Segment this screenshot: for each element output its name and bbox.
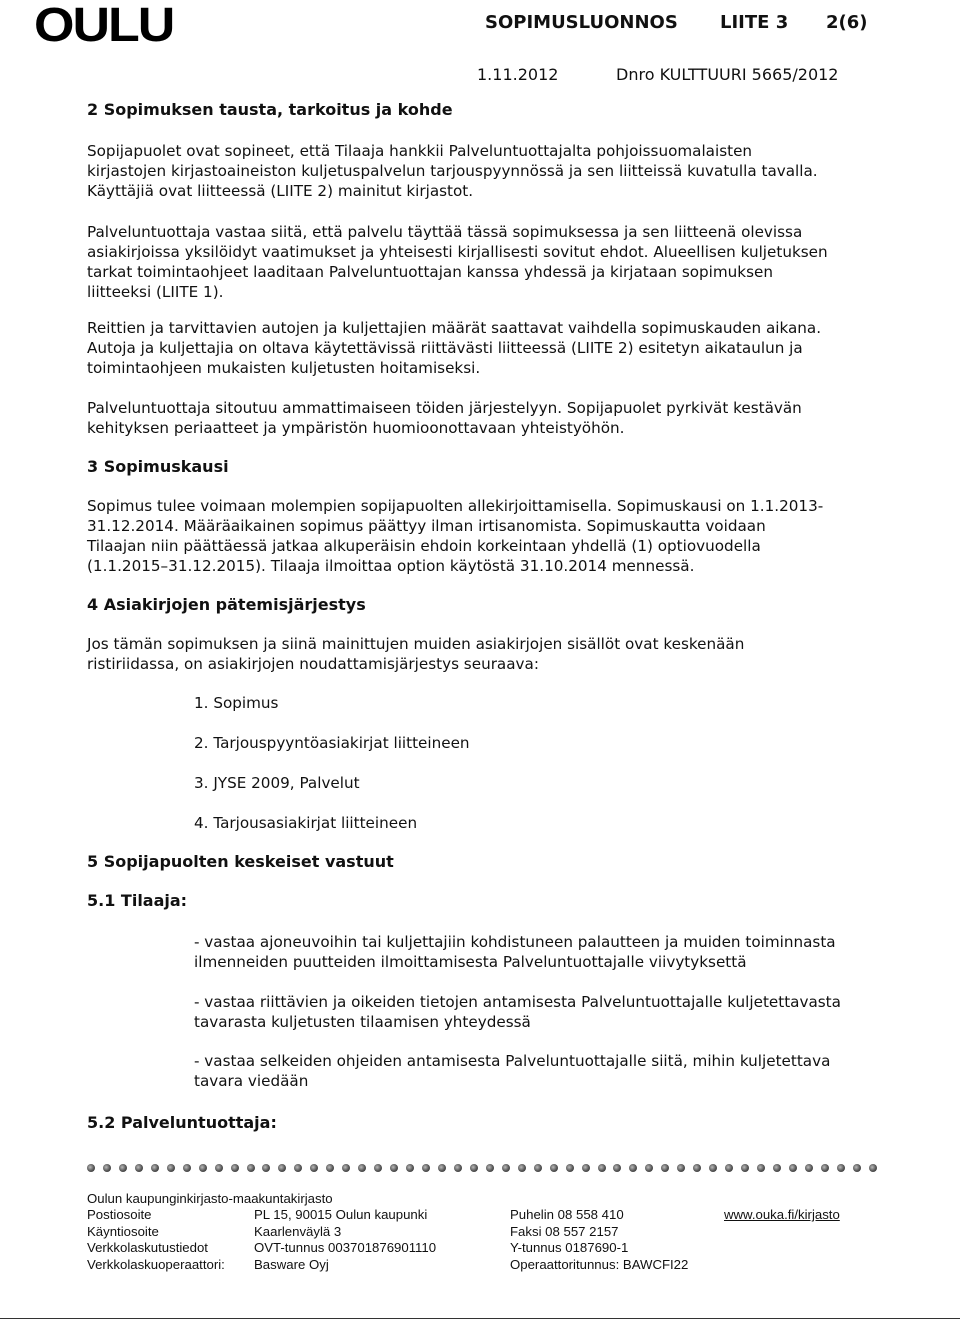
text-line: (1.1.2015–31.12.2015). Tilaaja ilmoittaa option käytöstä 31.10.2014 mennessä. xyxy=(87,557,695,575)
text-line: tavara viedään xyxy=(194,1072,309,1090)
page-number: 2(6) xyxy=(826,12,868,33)
footer-contact: Y-tunnus 0187690-1 xyxy=(510,1240,629,1255)
precedence-item: 2. Tarjouspyyntöasiakirjat liitteineen xyxy=(194,734,470,752)
text-line: tavarasta kuljetusten tilaamisen yhteydessä xyxy=(194,1013,531,1031)
precedence-item: 1. Sopimus xyxy=(194,694,279,712)
footer-contact: Operaattoritunnus: BAWCFI22 xyxy=(510,1256,689,1272)
section-2-paragraph-3 xyxy=(87,318,907,378)
footer-organization: Oulun kaupunginkirjasto-maakuntakirjasto xyxy=(87,1191,333,1206)
section-3-heading: 3 Sopimuskausi xyxy=(87,457,229,476)
dotted-separator xyxy=(87,1163,877,1173)
text-line: tarkat toimintaohjeet laaditaan Palveluntuottajan kanssa yhdessä ja kirjataan sopimuksen xyxy=(87,263,773,281)
section-5-heading: 5 Sopijapuolten keskeiset vastuut xyxy=(87,852,394,871)
text-line: - vastaa selkeiden ohjeiden antamisesta Palveluntuottajalle siitä, mihin kuljetettava xyxy=(194,1052,831,1070)
section-2-paragraph-4 xyxy=(87,398,907,438)
text-line: asiakirjoissa yksilöidyt vaatimukset ja yhteisesti kirjallisesti sovitut ehdot. Alueellisen kuljetuksen xyxy=(87,243,828,261)
text-line: Reittien ja tarvittavien autojen ja kuljettajien määrät saattavat vaihdella sopimuskauden aikana. xyxy=(87,319,822,337)
website-link[interactable]: www.ouka.fi/kirjasto xyxy=(724,1207,840,1222)
footer-values xyxy=(254,1207,436,1273)
text-line: Tilaajan niin päättäessä jatkaa alkuperäisin ehdoin korkeintaan yhdellä (1) optiovuodella xyxy=(87,537,761,555)
section-3-paragraph xyxy=(87,496,907,576)
text-line: Palveluntuottaja vastaa siitä, että palvelu täyttää tässä sopimuksessa ja sen liitteenä olevissa xyxy=(87,223,803,241)
footer-labels xyxy=(87,1207,225,1273)
footer-label: Postiosoite xyxy=(87,1207,152,1222)
section-4-heading: 4 Asiakirjojen pätemisjärjestys xyxy=(87,595,366,614)
footer-value: Basware Oyj xyxy=(254,1256,329,1272)
tilaaja-responsibility xyxy=(194,932,914,972)
tilaaja-responsibility xyxy=(194,992,914,1032)
footer-label: Verkkolaskutustiedot xyxy=(87,1240,208,1255)
precedence-item: 4. Tarjousasiakirjat liitteineen xyxy=(194,814,418,832)
footer-contacts xyxy=(510,1207,688,1273)
text-line: Sopijapuolet ovat sopineet, että Tilaaja hankkii Palveluntuottajalta pohjoissuomalaisten xyxy=(87,142,753,160)
text-line: Käyttäjiä ovat liitteessä (LIITE 2) mainitut kirjastot. xyxy=(87,182,474,200)
text-line: 31.12.2014. Määräaikainen sopimus päättyy ilman irtisanomista. Sopimuskautta voidaan xyxy=(87,517,766,535)
text-line: ilmenneiden puutteiden ilmoittamisesta Palveluntuottajalle viivytyksettä xyxy=(194,953,747,971)
text-line: kirjastojen kirjastoaineiston kuljetuspalvelun tarjouspyynnössä ja sen liitteissä kuvatulla tavalla. xyxy=(87,162,818,180)
text-line: toimintaohjeen mukaisten kuljetusten hoitamiseksi. xyxy=(87,359,481,377)
attachment-label: LIITE 3 xyxy=(720,12,789,33)
footer-label: Käyntiosoite xyxy=(87,1223,159,1239)
section-4-intro xyxy=(87,634,907,674)
subsection-5-1-heading: 5.1 Tilaaja: xyxy=(87,891,188,910)
text-line: ristiriidassa, on asiakirjojen noudattamisjärjestys seuraava: xyxy=(87,655,539,673)
bottom-rule xyxy=(0,1318,960,1319)
text-line: - vastaa ajoneuvoihin tai kuljettajiin kohdistuneen palautteen ja muiden toiminnasta xyxy=(194,933,836,951)
section-2-paragraph-1 xyxy=(87,141,907,201)
text-line: Sopimus tulee voimaan molempien sopijapuolten allekirjoittamisella. Sopimuskausi on 1.1.2013- xyxy=(87,497,824,515)
footer-label: Verkkolaskuoperaattori: xyxy=(87,1256,225,1272)
footer-contact: Faksi 08 557 2157 xyxy=(510,1223,619,1239)
document-reference: Dnro KULTTUURI 5665/2012 xyxy=(616,65,839,84)
document-date: 1.11.2012 xyxy=(477,65,559,84)
footer-contact: Puhelin 08 558 410 xyxy=(510,1207,624,1222)
section-2-heading: 2 Sopimuksen tausta, tarkoitus ja kohde xyxy=(87,100,453,119)
footer-value: Kaarlenväylä 3 xyxy=(254,1223,342,1239)
text-line: - vastaa riittävien ja oikeiden tietojen antamisesta Palveluntuottajalle kuljetettavasta xyxy=(194,993,841,1011)
footer-value: PL 15, 90015 Oulun kaupunki xyxy=(254,1207,428,1222)
subsection-5-2-heading: 5.2 Palveluntuottaja: xyxy=(87,1113,277,1132)
precedence-item: 3. JYSE 2009, Palvelut xyxy=(194,774,360,792)
text-line: Palveluntuottaja sitoutuu ammattimaiseen töiden järjestelyyn. Sopijapuolet pyrkivät kestävän xyxy=(87,399,802,417)
text-line: kehityksen periaatteet ja ympäristön huomioonottavaan yhteistyöhön. xyxy=(87,419,625,437)
footer-value: OVT-tunnus 003701876901110 xyxy=(254,1240,437,1255)
document-type: SOPIMUSLUONNOS xyxy=(485,12,678,33)
text-line: liitteeksi (LIITE 1). xyxy=(87,283,224,301)
tilaaja-responsibility xyxy=(194,1051,914,1091)
oulu-logo: OULU xyxy=(34,0,174,53)
text-line: Jos tämän sopimuksen ja siinä mainittujen muiden asiakirjojen sisällöt ovat keskenään xyxy=(87,635,745,653)
section-2-paragraph-2 xyxy=(87,222,907,302)
text-line: Autoja ja kuljettajia on oltava käytettävissä riittävästi liitteessä (LIITE 2) esitetyn aikataulun ja xyxy=(87,339,803,357)
